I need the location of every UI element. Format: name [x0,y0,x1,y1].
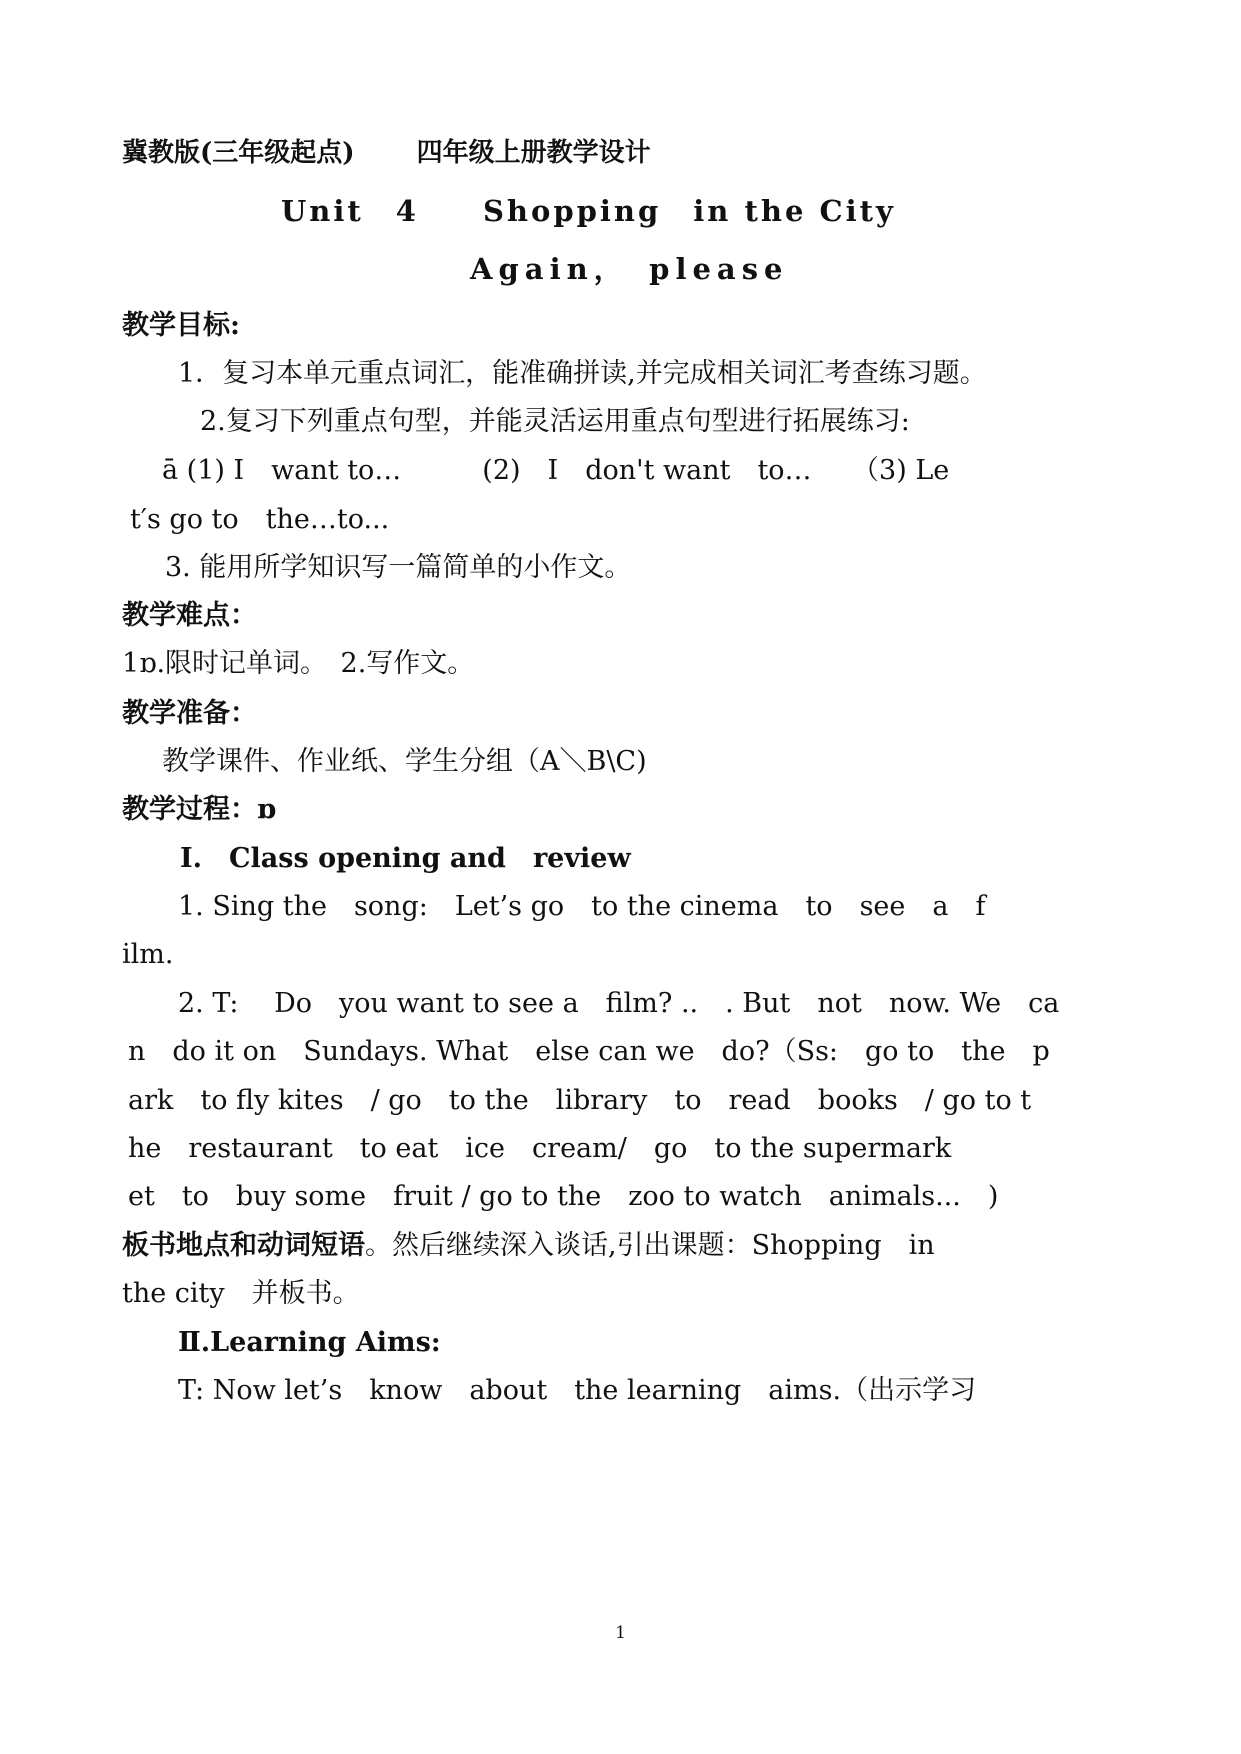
section-1-title: Ⅰ. Class opening and review [180,843,631,874]
objectives-heading: 教学目标: [122,310,240,341]
step-2-line-2: n do it on Sundays. What else can we do?（Ss: go to the p [128,1036,1050,1067]
step-1-line-2: ilm. [122,939,174,970]
sentence-patterns-line-1: ā (1) I want to… (2) I don't want to… （3) Le [162,455,950,486]
objective-1: 1．复习本单元重点词汇，能准确拼读,并完成相关词汇考查练习题。 [178,358,987,389]
board-note-line-2: the city 并板书。 [122,1278,360,1309]
header-publisher: 冀教版(三年级起点) [122,138,355,168]
step-2-line-4: he restaurant to eat ice cream/ go to the supermark [128,1133,952,1164]
header [122,136,651,170]
difficulties-content: 1ɒ.限时记单词。 2.写作文。 [122,648,475,679]
section-2-title: Ⅱ.Learning Aims: [178,1327,441,1358]
step-1-line-1: 1. Sing the song: Let’s go to the cinema to see a f [178,891,986,922]
objective-2: 2.复习下列重点句型，并能灵活运用重点句型进行拓展练习: [200,406,910,437]
objective-3: 3. 能用所学知识写一篇简单的小作文。 [165,552,632,583]
sentence-patterns-line-2: t′s go to the…to... [130,504,390,535]
board-note-bold: 板书地点和动词短语 [122,1230,365,1261]
board-note-line-1 [122,1229,935,1263]
page-number: 1 [615,1623,626,1643]
step-2-line-5: et to buy some fruit / go to the zoo to watch animals... ) [128,1181,999,1212]
board-note-rest: 。然后继续深入谈话,引出课题：Shopping in [365,1230,935,1261]
preparation-heading: 教学准备： [122,698,257,729]
learning-aims-line: T: Now let’s know about the learning aims.（出示学习 [178,1375,977,1406]
difficulties-heading: 教学难点： [122,600,257,631]
preparation-content: 教学课件、作业纸、学生分组（A＼B\C) [162,746,647,777]
lesson-title: Again， please [470,252,789,286]
header-grade: 四年级上册教学设计 [416,138,651,168]
process-heading: 教学过程：ɒ [122,794,276,825]
step-2-line-1: 2. T: Do you want to see a film? .. . But not now. We ca [178,988,1060,1019]
step-2-line-3: ark to fly kites / go to the library to read books / go to t [128,1085,1032,1116]
unit-title: Unit 4 Shopping in the City [281,194,896,228]
